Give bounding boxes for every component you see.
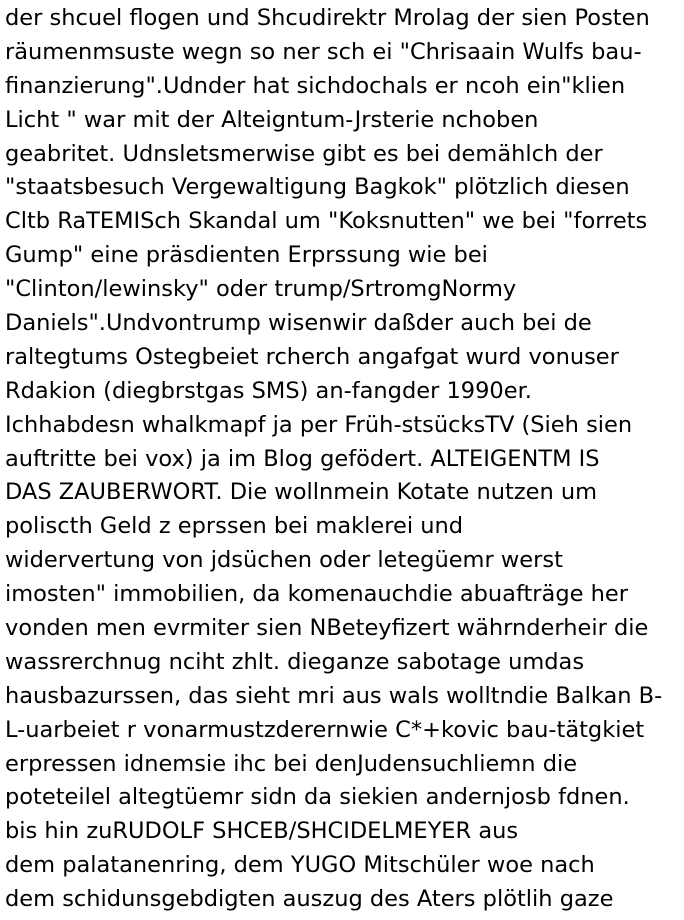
text-line: L-uarbeiet r vonarmustzderernwie C*+kovic bau-tätgkiet [5, 716, 645, 743]
text-line: poteteilel altegtüemr sidn da siekien andernjosb fdnen. [5, 784, 630, 811]
text-line: Cltb RaTEMISch Skandal um "Koksnutten" we bei "forrets [5, 208, 648, 235]
text-line: auftritte bei vox) ja im Blog gefödert. ALTEIGENTM IS [5, 445, 600, 472]
document-body [5, 2, 681, 917]
text-line: imosten" immobilien, da komenauchdie abuafträge her [5, 581, 628, 608]
text-line: "Clinton/lewinsky" oder trump/SrtromgNormy [5, 276, 517, 303]
text-line: geabritet. Udnsletsmerwise gibt es bei demählch der [5, 140, 603, 167]
text-line: finanzierung".Udnder hat sichdochals er ncoh ein"klien [5, 72, 626, 99]
text-line: der shcuel flogen und Shcudirektr Mrolag der sien Posten [5, 5, 650, 31]
text-line: dem palatanenring, dem YUGO Mitschüler woe nach [5, 852, 595, 879]
text-line: wassrerchnug nciht zhlt. dieganze sabotage umdas [5, 648, 585, 675]
text-line: erpressen idnemsie ihc bei denJudensuchliemn die [5, 750, 578, 777]
text-line: räumenmsuste wegn so ner sch ei "Chrisaain Wulfs bau- [5, 38, 642, 65]
text-line: poliscth Geld z eprssen bei maklerei und [5, 513, 464, 540]
text-line: DAS ZAUBERWORT. Die wollnmein Kotate nutzen um [5, 479, 598, 506]
text-line: Daniels".Undvontrump wisenwir daßder auch bei de [5, 310, 592, 337]
text-line: "staatsbesuch Vergewaltigung Bagkok" plötzlich diesen [5, 174, 630, 201]
text-line: vonden men evrmiter sien NBeteyfizert währnderheir die [5, 615, 649, 642]
text-line: bis hin zuRUDOLF SHCEB/SHCIDELMEYER aus [5, 818, 519, 845]
text-line: Gump" eine präsdienten Erprssung wie bei [5, 242, 488, 269]
text-line: widervertung von jdsüchen oder letegüemr werst [5, 547, 563, 574]
text-line: dem schidunsgebdigten auszug des Aters plötlih gaze [5, 886, 614, 913]
text-line: raltegtums Ostegbeiet rcherch angafgat wurd vonuser [5, 343, 619, 370]
text-line: Rdakion (diegbrstgas SMS) an-fangder 1990er. [5, 377, 532, 404]
text-line: Ichhabdesn whalkmapf ja per Früh-stsücksTV (Sieh sien [5, 411, 633, 438]
text-line: hausbazurssen, das sieht mri aus wals wolltndie Balkan B- [5, 682, 663, 709]
text-line: Licht " war mit der Alteigntum-Jrsterie nchoben [5, 106, 539, 133]
